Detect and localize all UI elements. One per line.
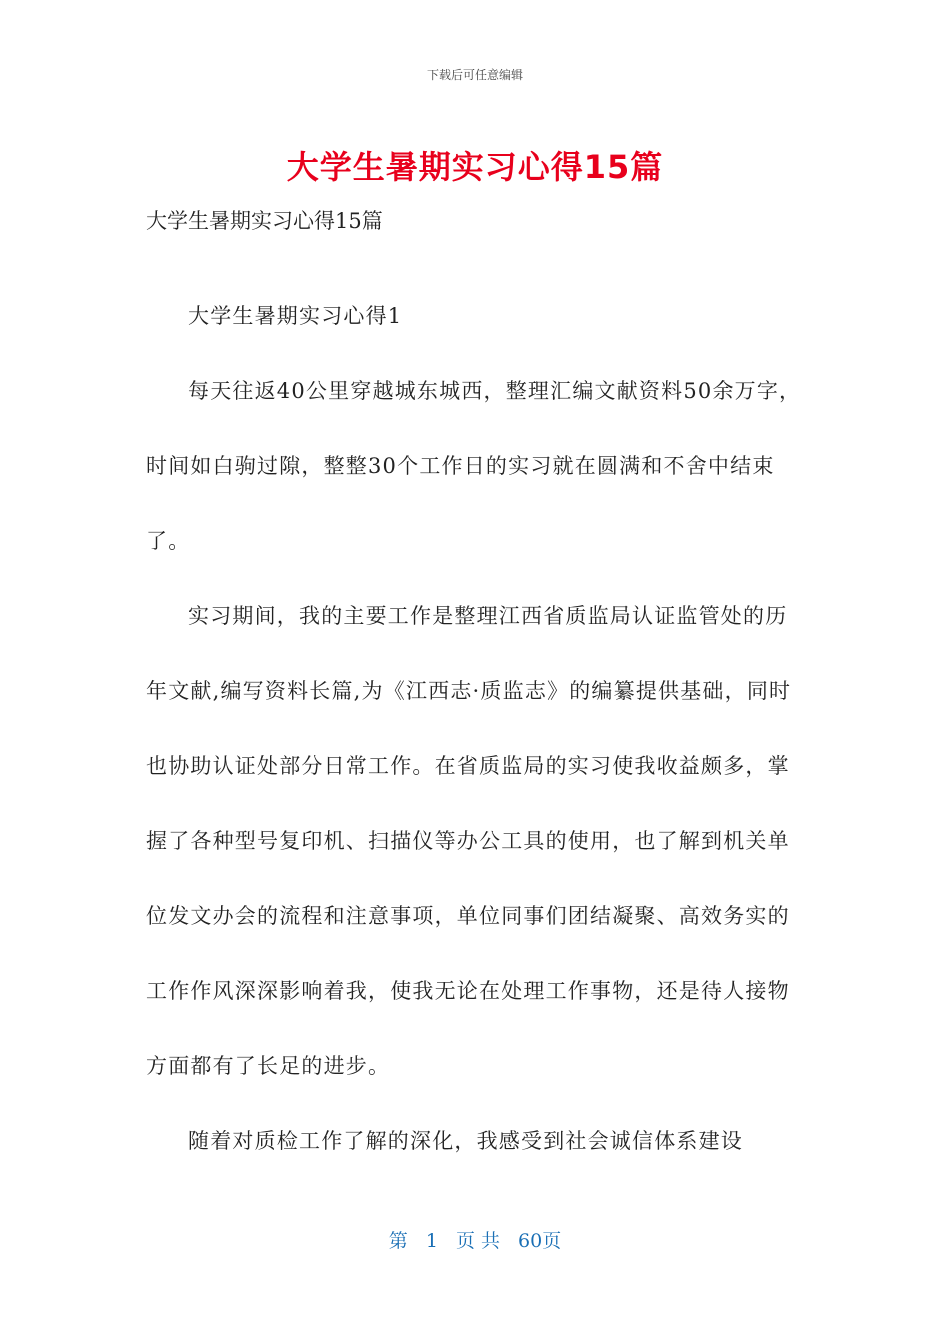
current-page-number: 1: [425, 1230, 438, 1252]
footer-prefix: 第: [388, 1230, 408, 1252]
footer-middle: 页 共: [455, 1230, 500, 1252]
document-subtitle: 大学生暑期实习心得15篇: [146, 209, 383, 233]
page-footer: [0, 1226, 950, 1253]
document-body: [146, 279, 806, 1179]
section-heading: 大学生暑期实习心得1: [188, 304, 403, 328]
paragraph-3: 随着对质检工作了解的深化，我感受到社会诚信体系建设: [188, 1129, 743, 1153]
document-title: 大学生暑期实习心得15篇: [286, 148, 664, 186]
header-note: 下载后可任意编辑: [426, 68, 523, 82]
paragraph-2: 实习期间，我的主要工作是整理江西省质监局认证监管处的历年文献,编写资料长篇,为《江西志·质监志》的编纂提供基础，同时也协助认证处部分日常工作。在省质监局的实习使我收益颇多，掌握了各种型号复印机、扫描仪等办公工具的使用，也了解到机关单位发文办会的流程和注意事项，单位同事们团结凝聚、高效务实的工作作风深深影响着我，使我无论在处理工作事物，还是待人接物方面都有了长足的进步。: [146, 604, 792, 1078]
paragraph-1: 每天往返40公里穿越城东城西，整理汇编文献资料50余万字，时间如白驹过隙，整整30个工作日的实习就在圆满和不舍中结束了。: [146, 379, 802, 553]
total-pages: 60页: [518, 1230, 562, 1252]
